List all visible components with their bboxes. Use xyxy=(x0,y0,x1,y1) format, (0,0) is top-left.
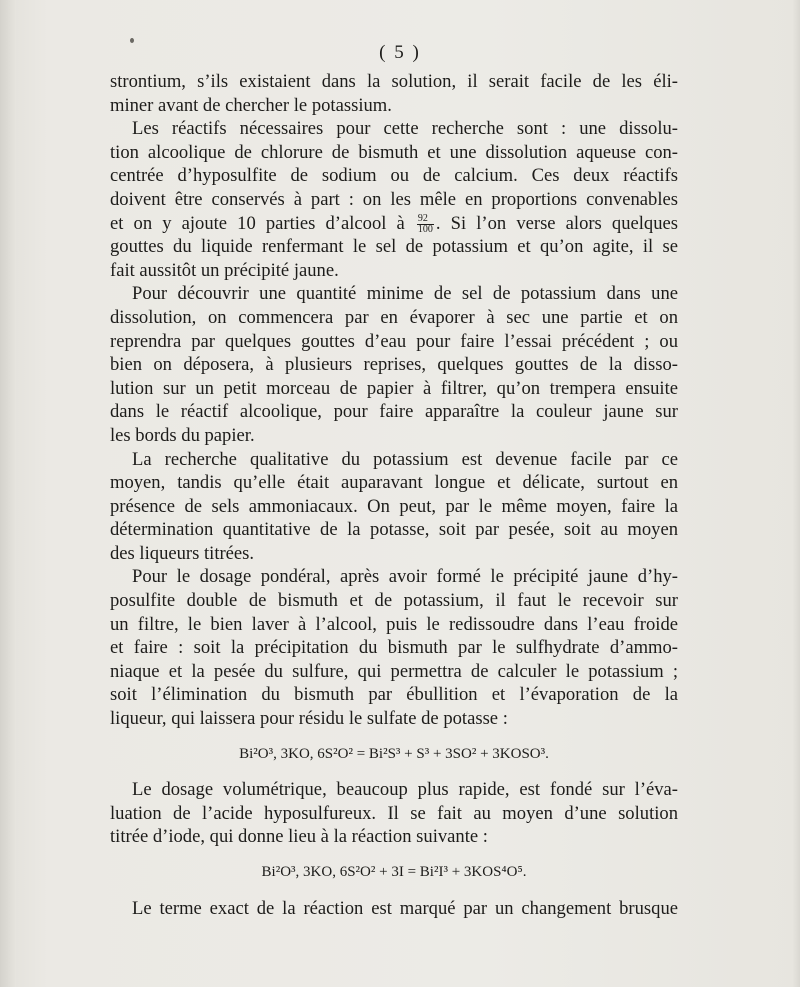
text-segment: et on y ajoute 10 parties d’alcool à xyxy=(110,212,405,234)
text-line: Pour découvrir une quantité minime de sel de potassium dans une xyxy=(132,283,678,305)
body-text xyxy=(110,70,678,920)
text-line: fait aussitôt un précipité jaune. xyxy=(110,259,339,281)
text-line: reprendra par quelques gouttes d’eau pour faire l’essai précédent ; ou xyxy=(110,330,678,352)
text-line-with-fraction xyxy=(110,212,678,236)
text-segment: . Si l’on verse alors quelques xyxy=(435,212,678,234)
text-line: dans le réactif alcoolique, pour faire apparaître la couleur jaune sur xyxy=(110,401,678,423)
chemical-formula: Bi²O³, 3KO, 6S²O² + 3I = Bi²I³ + 3KOS⁴O⁵. xyxy=(261,864,527,880)
fraction-numerator: 92 xyxy=(417,214,434,225)
text-line: Le dosage volumétrique, beaucoup plus rapide, est fondé sur l’éva- xyxy=(132,779,678,801)
text-line: détermination quantitative de la potasse, soit par pesée, soit au moyen xyxy=(110,519,678,541)
text-line: titrée d’iode, qui donne lieu à la réaction suivante : xyxy=(110,826,488,848)
page-number: ( 5 ) xyxy=(379,42,421,63)
text-line: gouttes du liquide renfermant le sel de potassium et qu’on agite, il se xyxy=(110,236,678,258)
text-line: lution sur un petit morceau de papier à filtrer, qu’on trempera ensuite xyxy=(110,377,678,399)
fraction-denominator: 100 xyxy=(417,223,433,235)
chemical-formula: Bi²O³, 3KO, 6S²O² = Bi²S³ + S³ + 3SO² + 3KOSO³. xyxy=(239,745,549,762)
text-line: strontium, s’ils existaient dans la solution, il serait facile de les éli- xyxy=(110,71,678,92)
text-line: Les réactifs nécessaires pour cette recherche sont : une dissolu- xyxy=(132,118,678,140)
text-line: moyen, tandis qu’elle était auparavant longue et délicate, surtout en xyxy=(110,472,678,494)
fraction xyxy=(417,214,434,235)
text-line: et faire : soit la précipitation du bismuth par le sulfhydrate d’ammo- xyxy=(110,637,678,659)
text-line: bien on déposera, à plusieurs reprises, quelques gouttes de la disso- xyxy=(110,354,678,376)
text-line: La recherche qualitative du potassium est devenue facile par ce xyxy=(132,448,678,470)
text-line: des liqueurs titrées. xyxy=(110,542,255,564)
text-line: liqueur, qui laissera pour résidu le sulfate de potasse : xyxy=(110,708,508,730)
text-line: un filtre, le bien laver à l’alcool, puis le redissoudre dans l’eau froide xyxy=(110,613,678,635)
text-line: miner avant de chercher le potassium. xyxy=(110,94,392,116)
text-line: Le terme exact de la réaction est marqué par un changement brusque xyxy=(132,897,678,919)
page-right-edge xyxy=(792,0,800,987)
text-line: centrée d’hyposulfite de sodium ou de calcium. Ces deux réactifs xyxy=(110,165,678,187)
text-line: luation de l’acide hyposulfureux. Il se fait au moyen d’une solution xyxy=(110,802,678,824)
text-line: les bords du papier. xyxy=(110,424,255,446)
text-line: posulfite double de bismuth et de potassium, il faut le recevoir sur xyxy=(110,590,678,612)
text-line: Pour le dosage pondéral, après avoir formé le précipité jaune d’hy- xyxy=(132,566,678,588)
text-line: tion alcoolique de chlorure de bismuth et une dissolution aqueuse con- xyxy=(110,141,678,163)
text-line: niaque et la pesée du sulfure, qui permettra de calculer le potassium ; xyxy=(110,660,678,682)
text-line: dissolution, on commencera par en évaporer à sec une partie et on xyxy=(110,306,678,328)
text-line: doivent être conservés à part : on les mêle en proportions convenables xyxy=(110,188,678,210)
text-line: soit l’élimination du bismuth par ébullition et l’évaporation de la xyxy=(110,684,678,706)
page-left-edge xyxy=(0,0,16,987)
text-line: présence de sels ammoniacaux. On peut, par le même moyen, faire la xyxy=(110,495,678,517)
